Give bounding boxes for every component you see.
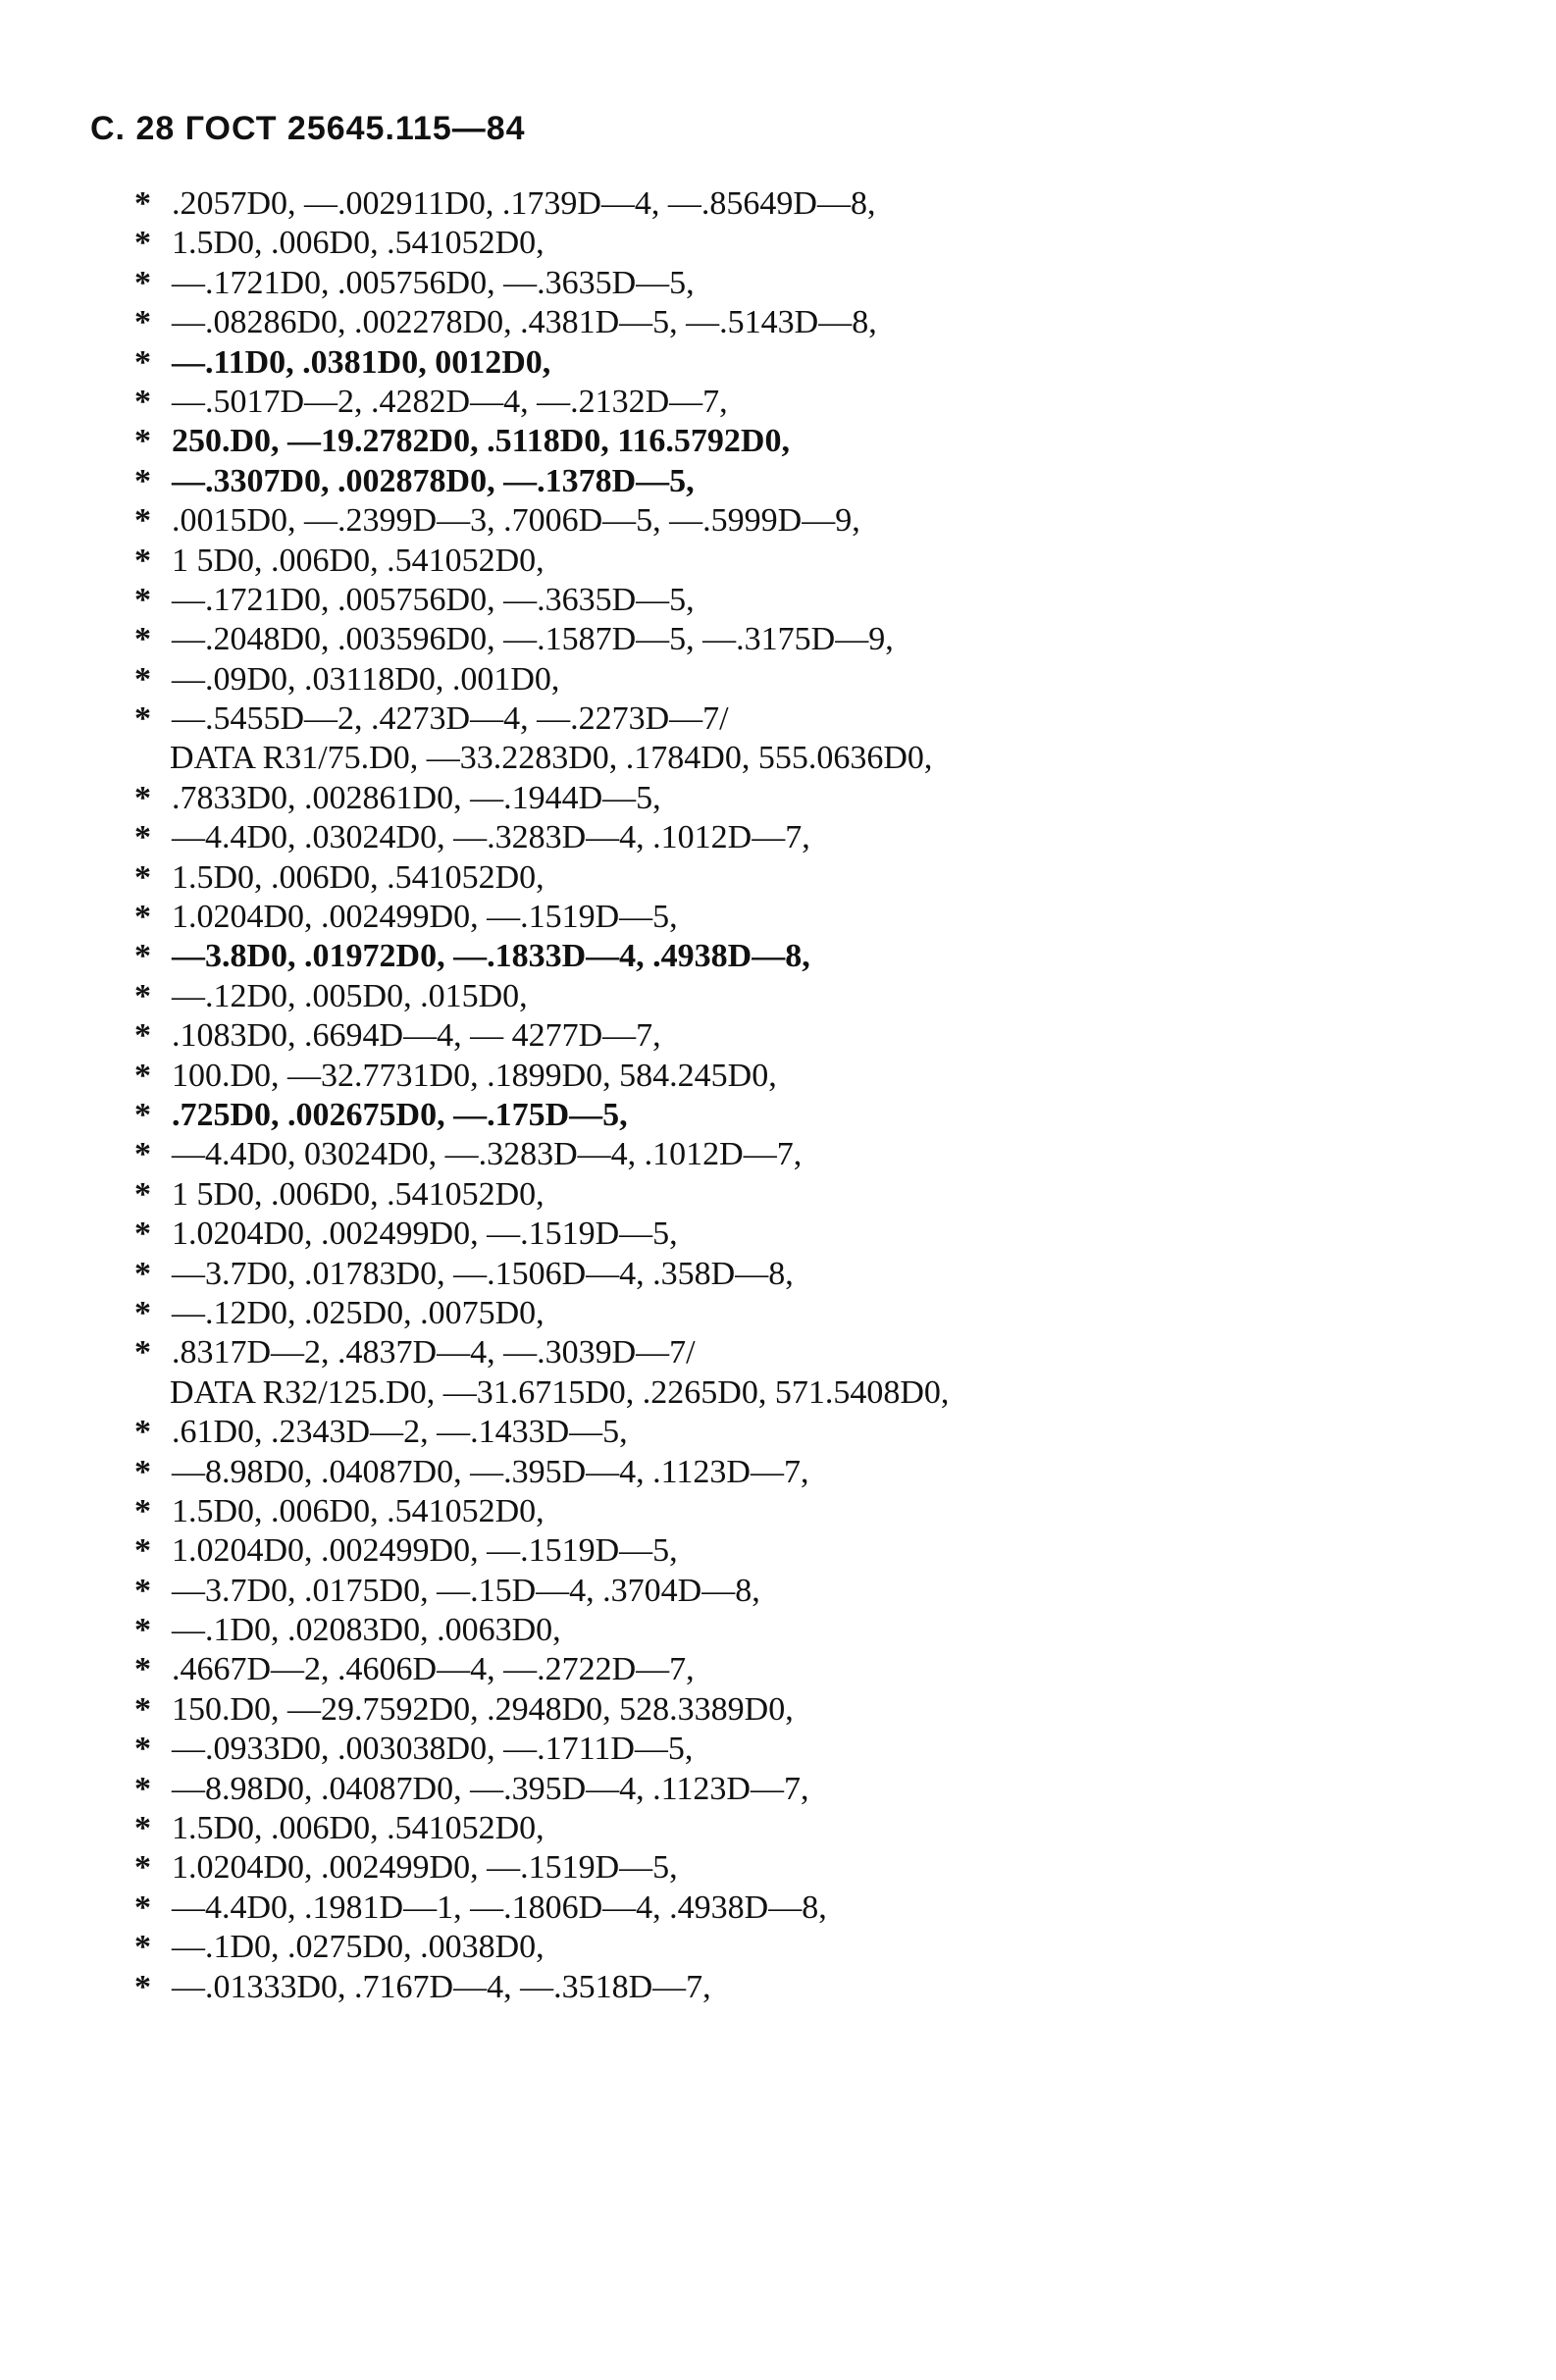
- code-line: [134, 1333, 1508, 1372]
- code-line: [134, 818, 1508, 857]
- code-line: [134, 383, 1508, 422]
- code-text: —.2048D0, .003596D0, —.1587D—5, —.3175D—9,: [172, 621, 894, 658]
- code-line: [134, 1770, 1508, 1809]
- continuation-marker: *: [134, 343, 151, 381]
- continuation-marker: *: [134, 899, 151, 936]
- code-text: .0015D0, —.2399D—3, .7006D—5, —.5999D—9,: [172, 502, 860, 540]
- code-line: [134, 898, 1508, 937]
- code-line: [134, 1057, 1508, 1096]
- code-text: —4.4D0, .03024D0, —.3283D—4, .1012D—7,: [172, 819, 810, 856]
- continuation-marker: *: [134, 700, 151, 738]
- code-line: [134, 343, 1508, 383]
- continuation-marker: *: [134, 660, 151, 698]
- continuation-marker: *: [134, 1136, 151, 1173]
- continuation-marker: *: [134, 1968, 151, 2005]
- code-line: [134, 660, 1508, 699]
- code-text: .4667D—2, .4606D—4, —.2722D—7,: [172, 1651, 695, 1688]
- code-line: [134, 1848, 1508, 1888]
- code-text: —.5017D—2, .4282D—4, —.2132D—7,: [172, 383, 728, 420]
- continuation-marker: *: [134, 185, 151, 222]
- continuation-marker: *: [134, 819, 151, 856]
- continuation-marker: *: [134, 1849, 151, 1887]
- code-text: .7833D0, .002861D0, —.1944D—5,: [172, 779, 661, 816]
- code-line: [134, 542, 1508, 581]
- code-text: —.1721D0, .005756D0, —.3635D—5,: [172, 264, 695, 301]
- code-text: .1083D0, .6694D—4, — 4277D—7,: [172, 1017, 661, 1055]
- code-text: 1.0204D0, .002499D0, —.1519D—5,: [172, 899, 678, 936]
- continuation-marker: *: [134, 1810, 151, 1847]
- code-text: 150.D0, —29.7592D0, .2948D0, 528.3389D0,: [172, 1690, 794, 1728]
- continuation-marker: *: [134, 1175, 151, 1213]
- code-text: —.09D0, .03118D0, .001D0,: [172, 660, 560, 698]
- code-text: .8317D—2, .4837D—4, —.3039D—7/: [172, 1334, 696, 1371]
- continuation-marker: *: [134, 1929, 151, 1966]
- continuation-marker: *: [134, 304, 151, 341]
- code-line: [134, 779, 1508, 818]
- continuation-marker: *: [134, 462, 151, 499]
- continuation-marker: *: [134, 1334, 151, 1371]
- continuation-marker: *: [134, 977, 151, 1014]
- code-text: —.3307D0, .002878D0, —.1378D—5,: [172, 462, 695, 499]
- code-text: .61D0, .2343D—2, —.1433D—5,: [172, 1414, 628, 1451]
- code-line: [134, 699, 1508, 739]
- continuation-marker: *: [134, 1612, 151, 1649]
- code-line: [134, 1968, 1508, 2007]
- continuation-marker: *: [134, 1888, 151, 1926]
- code-text: 100.D0, —32.7731D0, .1899D0, 584.245D0,: [172, 1057, 777, 1094]
- code-text: —.0933D0, .003038D0, —.1711D—5,: [172, 1731, 694, 1768]
- code-line: [134, 581, 1508, 620]
- code-text: —.1D0, .0275D0, .0038D0,: [172, 1929, 545, 1966]
- continuation-marker: *: [134, 502, 151, 540]
- code-line: [134, 264, 1508, 303]
- code-line: [134, 501, 1508, 541]
- code-text: 1.5D0, .006D0, .541052D0,: [172, 225, 545, 262]
- code-text: DATA R31/75.D0, —33.2283D0, .1784D0, 555.0636D0,: [170, 740, 933, 777]
- continuation-marker: *: [134, 542, 151, 579]
- code-text: 1.0204D0, .002499D0, —.1519D—5,: [172, 1216, 678, 1253]
- continuation-marker: *: [134, 1770, 151, 1807]
- code-line: [134, 1215, 1508, 1254]
- continuation-marker: *: [134, 1690, 151, 1728]
- code-text: —.1D0, .02083D0, .0063D0,: [172, 1612, 561, 1649]
- code-line: [134, 1492, 1508, 1531]
- code-text: —.08286D0, .002278D0, .4381D—5, —.5143D—8,: [172, 304, 877, 341]
- continuation-marker: *: [134, 779, 151, 816]
- continuation-marker: *: [134, 1572, 151, 1609]
- code-text: —.11D0, .0381D0, 0012D0,: [172, 343, 551, 381]
- continuation-marker: *: [134, 1216, 151, 1253]
- code-line: [134, 422, 1508, 461]
- code-text: DATA R32/125.D0, —31.6715D0, .2265D0, 571.5408D0,: [170, 1373, 950, 1411]
- code-line: [134, 858, 1508, 898]
- code-text: —4.4D0, 03024D0, —.3283D—4, .1012D—7,: [172, 1136, 803, 1173]
- code-line: [134, 1572, 1508, 1611]
- code-text: 1 5D0, .006D0, .541052D0,: [172, 1175, 545, 1213]
- code-text: —.01333D0, .7167D—4, —.3518D—7,: [172, 1968, 711, 2005]
- code-line: [134, 1730, 1508, 1769]
- code-text: —.5455D—2, .4273D—4, —.2273D—7/: [172, 700, 729, 738]
- data-statement-line: [134, 739, 1508, 778]
- code-text: —3.8D0, .01972D0, —.1833D—4, .4938D—8,: [172, 938, 810, 975]
- code-listing: [134, 184, 1508, 2007]
- code-line: [134, 1413, 1508, 1452]
- continuation-marker: *: [134, 1414, 151, 1451]
- continuation-marker: *: [134, 1096, 151, 1133]
- continuation-marker: *: [134, 1057, 151, 1094]
- code-line: [134, 1294, 1508, 1333]
- code-line: [134, 1809, 1508, 1848]
- continuation-marker: *: [134, 383, 151, 420]
- continuation-marker: *: [134, 581, 151, 618]
- data-statement-line: [134, 1373, 1508, 1413]
- code-text: —4.4D0, .1981D—1, —.1806D—4, .4938D—8,: [172, 1888, 827, 1926]
- code-line: [134, 303, 1508, 342]
- code-line: [134, 1175, 1508, 1215]
- continuation-marker: *: [134, 1651, 151, 1688]
- code-text: 250.D0, —19.2782D0, .5118D0, 116.5792D0,: [172, 423, 790, 460]
- code-text: —8.98D0, .04087D0, —.395D—4, .1123D—7,: [172, 1453, 809, 1490]
- code-text: .2057D0, —.002911D0, .1739D—4, —.85649D—8,: [172, 185, 876, 222]
- code-line: [134, 1650, 1508, 1689]
- code-line: [134, 620, 1508, 659]
- page-header: С. 28 ГОСТ 25645.115—84: [90, 110, 526, 147]
- continuation-marker: *: [134, 1731, 151, 1768]
- continuation-marker: *: [134, 264, 151, 301]
- code-text: 1.5D0, .006D0, .541052D0,: [172, 1492, 545, 1529]
- code-text: 1.0204D0, .002499D0, —.1519D—5,: [172, 1849, 678, 1887]
- continuation-marker: *: [134, 225, 151, 262]
- code-line: [134, 977, 1508, 1016]
- code-text: —.1721D0, .005756D0, —.3635D—5,: [172, 581, 695, 618]
- code-line: [134, 1690, 1508, 1730]
- code-text: .725D0, .002675D0, —.175D—5,: [172, 1096, 628, 1133]
- code-line: [134, 462, 1508, 501]
- code-line: [134, 1016, 1508, 1056]
- continuation-marker: *: [134, 938, 151, 975]
- code-line: [134, 224, 1508, 263]
- code-line: [134, 1888, 1508, 1928]
- code-line: [134, 1611, 1508, 1650]
- code-text: —.12D0, .005D0, .015D0,: [172, 977, 528, 1014]
- code-line: [134, 937, 1508, 976]
- code-text: 1.5D0, .006D0, .541052D0,: [172, 858, 545, 896]
- code-line: [134, 1453, 1508, 1492]
- code-line: [134, 1928, 1508, 1967]
- code-line: [134, 1096, 1508, 1135]
- continuation-marker: *: [134, 1492, 151, 1529]
- continuation-marker: *: [134, 1453, 151, 1490]
- code-text: —3.7D0, .01783D0, —.1506D—4, .358D—8,: [172, 1255, 794, 1292]
- continuation-marker: *: [134, 1532, 151, 1570]
- continuation-marker: *: [134, 423, 151, 460]
- continuation-marker: *: [134, 621, 151, 658]
- code-text: —3.7D0, .0175D0, —.15D—4, .3704D—8,: [172, 1572, 760, 1609]
- continuation-marker: *: [134, 1294, 151, 1331]
- continuation-marker: *: [134, 1017, 151, 1055]
- continuation-marker: *: [134, 1255, 151, 1292]
- code-line: [134, 184, 1508, 224]
- code-text: 1.0204D0, .002499D0, —.1519D—5,: [172, 1532, 678, 1570]
- code-text: —8.98D0, .04087D0, —.395D—4, .1123D—7,: [172, 1770, 809, 1807]
- code-line: [134, 1135, 1508, 1174]
- code-text: —.12D0, .025D0, .0075D0,: [172, 1294, 545, 1331]
- continuation-marker: *: [134, 858, 151, 896]
- code-line: [134, 1255, 1508, 1294]
- code-text: 1.5D0, .006D0, .541052D0,: [172, 1810, 545, 1847]
- code-line: [134, 1531, 1508, 1571]
- code-text: 1 5D0, .006D0, .541052D0,: [172, 542, 545, 579]
